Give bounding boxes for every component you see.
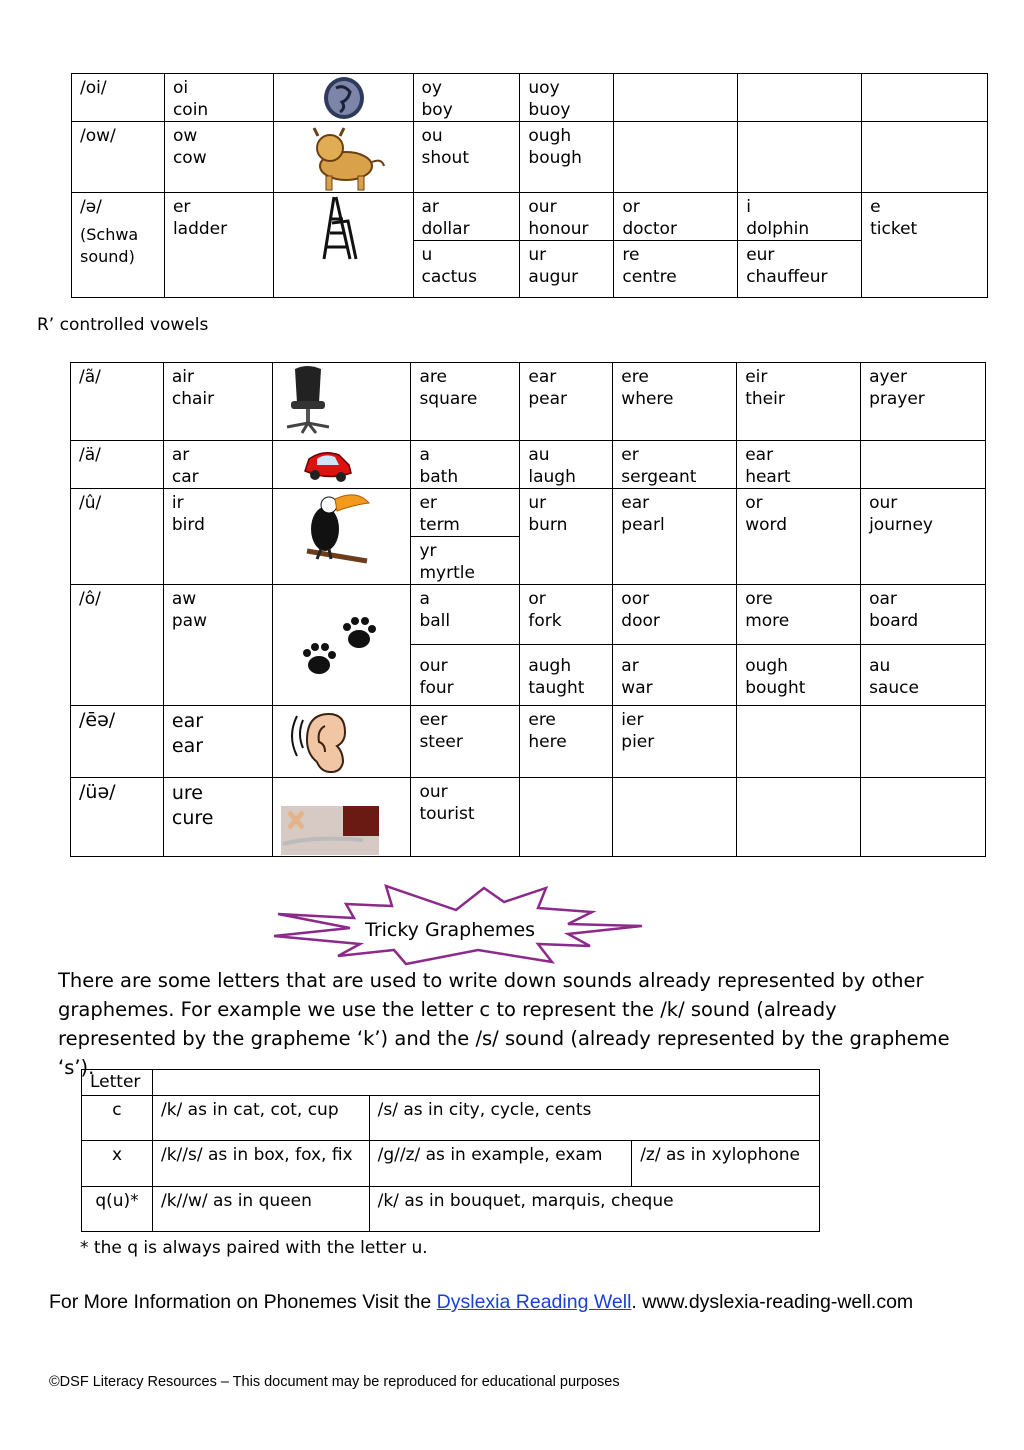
table-row bbox=[82, 1096, 820, 1141]
sound-example-cell: /k//w/ as in queen bbox=[152, 1187, 369, 1232]
grapheme-cell: ough bough bbox=[520, 122, 614, 193]
letter-header: Letter bbox=[82, 1070, 153, 1096]
grapheme-cell: au laugh bbox=[520, 441, 613, 489]
grapheme-cell: ar war bbox=[613, 645, 737, 706]
grapheme-cell: our tourist bbox=[411, 778, 520, 857]
grapheme-cell: uoy buoy bbox=[520, 74, 614, 122]
grapheme-cell: ere where bbox=[613, 363, 737, 441]
grapheme-cell: are square bbox=[411, 363, 520, 441]
grapheme-cell: ier pier bbox=[613, 706, 737, 778]
tricky-graphemes-table bbox=[81, 1069, 820, 1232]
grapheme-cell: re centre bbox=[614, 241, 738, 298]
table-row bbox=[82, 1070, 820, 1096]
table-row bbox=[71, 363, 986, 441]
sound-cell: /û/ bbox=[71, 489, 164, 585]
grapheme-cell: er term bbox=[411, 489, 520, 537]
sound-cell: /ə/ (Schwa sound) bbox=[72, 193, 165, 298]
key-grapheme-cell: ear ear bbox=[163, 706, 272, 778]
vowel-table-2 bbox=[70, 362, 986, 857]
grapheme-cell: ayer prayer bbox=[861, 363, 986, 441]
grapheme-cell: our journey bbox=[861, 489, 986, 585]
grapheme-cell: u cactus bbox=[413, 241, 520, 298]
sound-example-cell: /s/ as in city, cycle, cents bbox=[369, 1096, 819, 1141]
grapheme-cell: ough bought bbox=[737, 645, 861, 706]
sound-cell: /ã/ bbox=[71, 363, 164, 441]
sound-cell: /ä/ bbox=[71, 441, 164, 489]
grapheme-cell: er sergeant bbox=[613, 441, 737, 489]
grapheme-cell: ar dollar bbox=[413, 193, 520, 241]
sound-example-cell: /k//s/ as in box, fox, fix bbox=[152, 1141, 369, 1187]
grapheme-cell: ur burn bbox=[520, 489, 613, 585]
picture-cell bbox=[272, 706, 411, 778]
grapheme-cell: oy boy bbox=[413, 74, 520, 122]
grapheme-cell: oar board bbox=[861, 585, 986, 645]
grapheme-cell: oor door bbox=[613, 585, 737, 645]
grapheme-cell: eer steer bbox=[411, 706, 520, 778]
grapheme-cell: au sauce bbox=[861, 645, 986, 706]
more-info-prefix: For More Information on Phonemes Visit the bbox=[49, 1291, 437, 1313]
grapheme-cell: ere here bbox=[520, 706, 613, 778]
copyright-footer: ©DSF Literacy Resources – This document may be reproduced for educational purposes bbox=[49, 1374, 620, 1390]
tricky-graphemes-heading: Tricky Graphemes bbox=[365, 919, 536, 941]
intro-paragraph: There are some letters that are used to write down sounds already represented by other graphemes. For example we use the letter c to represent the /k/ sound (already represented by the grapheme ‘k’) and the /s/ sound (already represented by the grapheme ‘s’). bbox=[58, 969, 950, 1079]
grapheme-cell: or fork bbox=[520, 585, 613, 645]
picture-cell bbox=[272, 778, 411, 857]
table-row bbox=[72, 122, 988, 193]
cow-icon bbox=[274, 122, 414, 193]
sound-cell: /ēə/ bbox=[71, 706, 164, 778]
grapheme-cell: ear heart bbox=[737, 441, 861, 489]
schwa-note: (Schwa sound) bbox=[80, 225, 139, 266]
grapheme-cell: yr myrtle bbox=[411, 537, 520, 585]
section-heading: R’ controlled vowels bbox=[37, 315, 209, 335]
grapheme-cell: ear pearl bbox=[613, 489, 737, 585]
ladder-icon bbox=[274, 193, 414, 297]
sound-cell: /oi/ bbox=[72, 74, 165, 122]
grapheme-cell: ur augur bbox=[520, 241, 614, 298]
grapheme-cell: ou shout bbox=[413, 122, 520, 193]
picture-cell bbox=[273, 122, 413, 193]
table-row bbox=[72, 193, 988, 241]
coin-icon bbox=[274, 74, 414, 121]
key-grapheme-cell: ar car bbox=[163, 441, 272, 489]
grapheme-cell: our four bbox=[411, 645, 520, 706]
grapheme-cell: ear pear bbox=[520, 363, 613, 441]
grapheme-cell: our honour bbox=[520, 193, 614, 241]
letter-cell: q(u)* bbox=[82, 1187, 153, 1232]
grapheme-cell: i dolphin bbox=[738, 193, 862, 241]
medicine-spoon-icon bbox=[273, 778, 412, 857]
ear-icon bbox=[273, 706, 412, 778]
grapheme-cell: eur chauffeur bbox=[738, 241, 862, 298]
grapheme-cell: ore more bbox=[737, 585, 861, 645]
key-grapheme-cell: air chair bbox=[163, 363, 272, 441]
picture-cell bbox=[273, 193, 413, 298]
table-row bbox=[71, 441, 986, 489]
table-row bbox=[71, 585, 986, 645]
table-row bbox=[71, 489, 986, 537]
sound-cell: /ô/ bbox=[71, 585, 164, 706]
picture-cell bbox=[273, 74, 413, 122]
table-row bbox=[71, 778, 986, 857]
paw-prints-icon bbox=[273, 585, 412, 706]
footnote: * the q is always paired with the letter u. bbox=[80, 1238, 428, 1258]
vowel-table-1 bbox=[71, 73, 988, 298]
key-grapheme-cell: ure cure bbox=[163, 778, 272, 857]
key-grapheme-cell: aw paw bbox=[163, 585, 272, 706]
letter-cell: c bbox=[82, 1096, 153, 1141]
sound-cell: /ow/ bbox=[72, 122, 165, 193]
toucan-icon bbox=[273, 489, 412, 582]
sound-example-cell: /k/ as in bouquet, marquis, cheque bbox=[369, 1187, 819, 1232]
grapheme-cell: e ticket bbox=[862, 193, 988, 298]
picture-cell bbox=[272, 585, 411, 706]
grapheme-cell: or doctor bbox=[614, 193, 738, 241]
key-grapheme-cell: er ladder bbox=[164, 193, 273, 298]
grapheme-cell: a ball bbox=[411, 585, 520, 645]
table-row bbox=[72, 74, 988, 122]
picture-cell bbox=[272, 363, 411, 441]
picture-cell bbox=[272, 489, 411, 585]
dyslexia-reading-well-link[interactable]: Dyslexia Reading Well bbox=[436, 1291, 632, 1313]
sound-example-cell: /g//z/ as in example, exam bbox=[369, 1141, 632, 1187]
sound-example-cell: /z/ as in xylophone bbox=[632, 1141, 820, 1187]
grapheme-cell: or word bbox=[737, 489, 861, 585]
sound-example-cell: /k/ as in cat, cot, cup bbox=[152, 1096, 369, 1141]
grapheme-cell: eir their bbox=[737, 363, 861, 441]
table-row bbox=[82, 1141, 820, 1187]
grapheme-cell: a bath bbox=[411, 441, 520, 489]
key-grapheme-cell: ir bird bbox=[163, 489, 272, 585]
table-row bbox=[71, 706, 986, 778]
table-row bbox=[82, 1187, 820, 1232]
key-grapheme-cell: oi coin bbox=[164, 74, 273, 122]
more-info-line bbox=[49, 1291, 913, 1314]
key-grapheme-cell: ow cow bbox=[164, 122, 273, 193]
red-car-icon bbox=[273, 441, 412, 487]
sound-cell: /üə/ bbox=[71, 778, 164, 857]
letter-cell: x bbox=[82, 1141, 153, 1187]
more-info-suffix: . www.dyslexia-reading-well.com bbox=[631, 1291, 914, 1313]
grapheme-cell: augh taught bbox=[520, 645, 613, 706]
picture-cell bbox=[272, 441, 411, 489]
office-chair-icon bbox=[273, 363, 412, 441]
